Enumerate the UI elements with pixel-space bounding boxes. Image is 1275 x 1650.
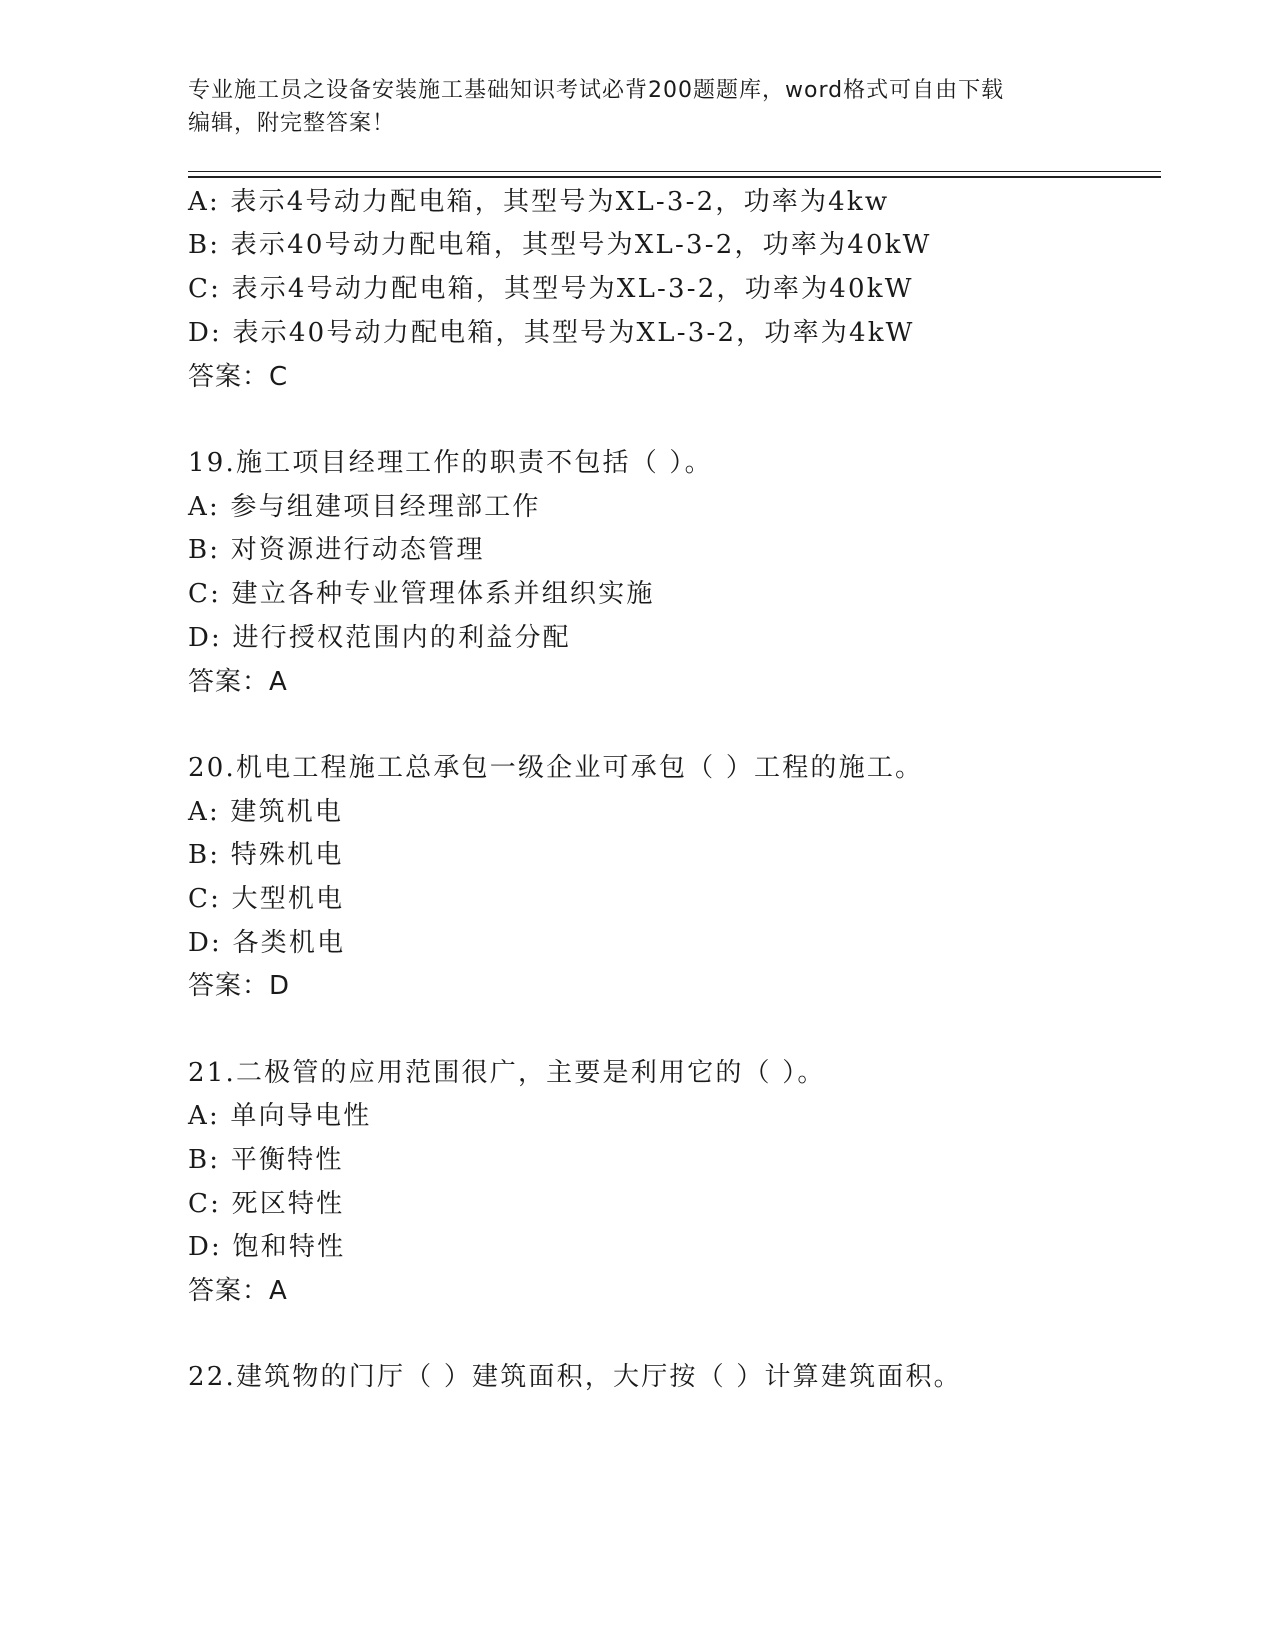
q19-answer: 答案：A (188, 667, 288, 697)
q19-question: 19.施工项目经理工作的职责不包括（ ）。 (188, 448, 713, 478)
q18-option-a: A: 表示4号动力配电箱，其型号为XL-3-2，功率为4kw (188, 187, 890, 217)
q20-question: 20.机电工程施工总承包一级企业可承包（ ）工程的施工。 (188, 753, 924, 783)
q19-option-d: D: 进行授权范围内的利益分配 (188, 623, 571, 653)
header-rule-bottom (188, 176, 1161, 178)
q21-answer: 答案：A (188, 1276, 288, 1306)
q22-question: 22.建筑物的门厅（ ）建筑面积，大厅按（ ）计算建筑面积。 (188, 1362, 962, 1392)
q20-answer: 答案：D (188, 971, 291, 1001)
q20-option-d: D: 各类机电 (188, 928, 346, 958)
header-line-1: 专业施工员之设备安装施工基础知识考试必背200题题库，word格式可自由下载 (188, 78, 1005, 103)
header-rule-top (188, 171, 1161, 172)
q18-answer: 答案：C (188, 362, 289, 392)
q19-option-a: A: 参与组建项目经理部工作 (188, 492, 541, 522)
q18-option-d: D: 表示40号动力配电箱，其型号为XL-3-2，功率为4kW (188, 318, 915, 348)
q20-option-a: A: 建筑机电 (188, 797, 344, 827)
q21-option-d: D: 饱和特性 (188, 1232, 346, 1262)
q21-question: 21.二极管的应用范围很广，主要是利用它的（ ）。 (188, 1058, 826, 1088)
document-header (188, 74, 1088, 140)
q19-option-b: B: 对资源进行动态管理 (188, 535, 485, 565)
q21-option-c: C: 死区特性 (188, 1189, 345, 1219)
header-line-2: 编辑，附完整答案！ (188, 111, 396, 136)
q18-option-c: C: 表示4号动力配电箱，其型号为XL-3-2，功率为40kW (188, 274, 914, 304)
q21-option-a: A: 单向导电性 (188, 1101, 372, 1131)
q20-option-b: B: 特殊机电 (188, 840, 344, 870)
q18-option-b: B: 表示40号动力配电箱，其型号为XL-3-2，功率为40kW (188, 230, 932, 260)
q21-option-b: B: 平衡特性 (188, 1145, 344, 1175)
q19-option-c: C: 建立各种专业管理体系并组织实施 (188, 579, 655, 609)
q20-option-c: C: 大型机电 (188, 884, 345, 914)
